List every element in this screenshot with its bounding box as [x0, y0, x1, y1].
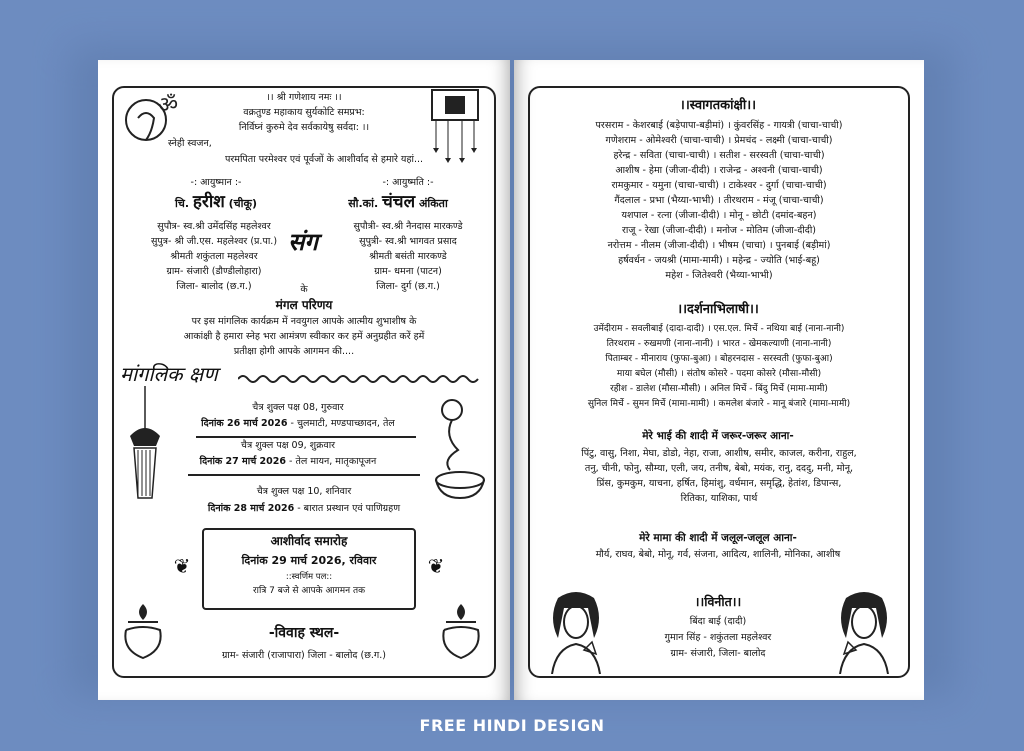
groom-detail-1: सुपौत्र- स्व.श्री उमेंदसिंह महलेश्वर	[157, 221, 271, 232]
ke-text: के	[300, 284, 308, 295]
bride-name-line	[348, 192, 448, 212]
groom-prefix: चि.	[175, 197, 190, 210]
invite-line-1: पर इस मांगलिक कार्यक्रम में नवयुगल आपके आत्मीय शुभाशीष के	[191, 316, 417, 327]
ashirwad-date: दिनांक 29 मार्च 2026, रविवार	[241, 554, 377, 567]
bride-nick: अंकिता	[418, 197, 448, 210]
darshan-line: माया बघेल (मौसी) । संतोष कोसरे - पदमा कोसरे (मौसा-मौसी)	[616, 369, 822, 379]
swagat-list	[514, 118, 924, 283]
swagat-title: ।।स्वागतकांक्षी।।	[679, 98, 757, 113]
groom-name-line	[175, 192, 257, 212]
ashirwad-time: रात्रि 7 बजे से आपके आगमन तक	[252, 586, 366, 596]
invite-line-3: प्रतीक्षा होगी आपके आगमन की....	[233, 346, 355, 357]
darshan-line: पिताम्बर - मीनाराय (फुफा-बुआ) । बोहरनदास - सरस्वती (फुफा-बुआ)	[605, 354, 833, 364]
event-2-tithi: चैत्र शुक्ल पक्ष 09, शुक्रवार	[240, 440, 336, 451]
decorative-border	[238, 374, 482, 384]
swagat-line: यशपाल - रत्ना (जीजा-दीदी) । मोनू - छोटी (दमांद-बहन)	[621, 210, 817, 221]
darshan-line: सुनिल मिर्चे - सुमन मिर्चे (मामा-मामी) । कमलेश बंजारे - मानू बंजारे (मामा-मामी)	[587, 399, 851, 409]
tassel-icon	[120, 386, 170, 506]
hanging-ornament-icon	[426, 88, 486, 166]
left-page	[98, 60, 510, 700]
swagat-line: गणेशराम - ओमेश्वरी (चाचा-चाची) । प्रेमचंद - लक्ष्मी (चाचा-चाची)	[605, 135, 833, 146]
bhai-line: रितिका, याशिका, पार्थ	[680, 493, 758, 504]
right-page	[514, 60, 924, 700]
darshan-title: ।।दर्शनाभिलाषी।।	[677, 302, 759, 317]
vinit-line-3: ग्राम- संजारी, जिला- बालोद	[670, 648, 766, 659]
venue-title: -विवाह स्थल-	[268, 625, 340, 641]
bhai-line: प्रिंस, कुमकुम, याचना, हर्षित, हिमांशु, वर्धमान, समृद्धि, हेतांश, डिपान्स,	[596, 478, 842, 489]
groom-nick: (चीकू)	[228, 197, 257, 210]
swagat-line: परसराम - केशरबाई (बड़ेपापा-बड़ीमां) । कुंवरसिंह - गायत्री (चाचा-चाची)	[595, 120, 843, 131]
swagat-line: आशीष - हेमा (जीजा-दीदी) । राजेन्द्र - अश्वनी (चाचा-चाची)	[615, 165, 823, 176]
dancer-drum-icon	[430, 396, 492, 500]
blessing-line: परमपिता परमेश्वर एवं पूर्वजों के आशीर्वाद से हमारे यहां...	[224, 154, 424, 165]
darshan-line: रहीश - डालेश (मौसा-मौसी) । अनिल मिर्चे - बिंदु मिर्चे (मामा-मामी)	[610, 384, 828, 394]
divider	[196, 436, 416, 438]
bride-detail-2: सुपुत्री- स्व.श्री भागवत प्रसाद	[359, 236, 457, 247]
swagat-line: गैंदलाल - प्रभा (भैय्या-भाभी) । तीरथराम - मंजू (चाचा-चाची)	[614, 195, 824, 206]
svg-text:ॐ: ॐ	[158, 93, 179, 118]
greeting: स्नेही स्वजन,	[168, 138, 212, 149]
swagat-line: राजू - रेखा (जीजा-दीदी) । मनोज - मोतिम (जीजा-दीदी)	[621, 225, 817, 236]
bride-detail-3: श्रीमती बसंती मारकण्डे	[369, 251, 447, 262]
groom-detail-4: ग्राम- संजारी (डौण्डीलोहारा)	[166, 266, 262, 277]
swagat-line: महेश - जितेश्वरी (भैय्या-भाभी)	[665, 270, 773, 281]
mangal-parinay: मंगल परिणय	[275, 298, 333, 312]
event-2-text: - तेल मायन, मातृकापूजन	[285, 456, 377, 467]
swagat-line: हरेन्द्र - सविता (चाचा-चाची) । सतीश - सरस्वती (चाचा-चाची)	[613, 150, 825, 161]
bride-prefix: सौ.कां.	[348, 197, 379, 210]
event-2-line	[200, 456, 377, 467]
event-1-text: - चुलमाटी, मण्डपाच्छादन, तेल	[287, 418, 395, 429]
bhai-list	[514, 446, 924, 506]
darshan-line: उमेंदीराम - सवलीबाई (दादा-दादी) । एस.एल. मिर्चे - नथिया बाई (नाना-नानी)	[593, 324, 845, 334]
ashirwad-title: आशीर्वाद समारोह	[270, 534, 348, 548]
darshan-list	[514, 322, 924, 412]
bride-detail-5: जिला- दुर्ग (छ.ग.)	[376, 281, 440, 292]
vinit-line-1: बिंदा बाई (दादी)	[689, 616, 747, 627]
sang-calligraphy: संग	[288, 227, 318, 256]
mama-title: मेरे मामा की शादी में जलूल-जलूल आना-	[639, 532, 797, 544]
ashirwad-sub: ::स्वर्णिम पल::	[285, 572, 333, 582]
event-1-date: दिनांक 26 मार्च 2026	[201, 418, 288, 429]
event-1-line	[201, 418, 395, 429]
divider	[188, 474, 420, 476]
swagat-line: रामकुमार - यमुना (चाचा-चाची) । टाकेश्वर - दुर्गा (चाचा-चाची)	[611, 180, 827, 191]
bhai-title: मेरे भाई की शादी में जरूर-जरूर आना-	[642, 430, 794, 442]
bhai-line: तनु, चीनी, फोनु, सौम्या, एली, जय, तनीष, बेबो, मयंक, रानु, दददु, मनी, मोनू,	[584, 463, 854, 474]
event-3-line	[208, 503, 400, 514]
invite-line-2: आकांक्षी है हमारा स्नेह भरा आमंत्रण स्वीकार कर हमें अनुग्रहीत करें हमें	[183, 331, 425, 342]
event-1-tithi: चैत्र शुक्ल पक्ष 08, गुरुवार	[252, 402, 344, 413]
mama-line: मौर्य, राघव, बेबो, मोनू, गर्व, संजना, आदित्य, शालिनी, मोनिका, आशीष	[595, 549, 841, 560]
mangalik-title: मांगलिक क्षण	[120, 362, 218, 386]
groom-detail-5: जिला- बालोद (छ.ग.)	[176, 281, 252, 292]
vinit-line-2: गुमान सिंह - शकुंतला महलेश्वर	[664, 632, 772, 643]
groom-detail-2: सुपुत्र- श्री जी.एस. महलेश्वर (प्र.पा.)	[150, 236, 278, 247]
bride-detail-4: ग्राम- धमना (पाटन)	[374, 266, 442, 277]
groom-praying-icon	[832, 590, 896, 674]
bride-heading: -: आयुष्मति :-	[382, 177, 434, 188]
bride-name: चंचल	[382, 192, 416, 212]
groom-heading: -: आयुष्मान :-	[190, 177, 242, 188]
bride-praying-icon	[544, 590, 608, 674]
ornament-left: ❦	[173, 554, 191, 578]
bride-detail-1: सुपौत्री- स्व.श्री नैनदास मारकण्डे	[353, 221, 463, 232]
event-2-date: दिनांक 27 मार्च 2026	[199, 456, 286, 467]
venue-text: ग्राम- संजारी (राजापारा) जिला - बालोद (छ.ग.)	[222, 650, 386, 661]
kalash-icon	[120, 600, 166, 662]
shloka-line-3: निर्विघ्नं कुरुमे देव सर्वकायेषु सर्वदा: ।।	[238, 122, 370, 133]
footer-title: FREE HINDI DESIGN	[419, 716, 605, 735]
event-3-date: दिनांक 28 मार्च 2026	[207, 503, 295, 514]
darshan-line: तिरथराम - रुखमणी (नाना-नानी) । भारत - खेमकल्याणी (नाना-नानी)	[606, 339, 832, 349]
shloka-line-1: ।। श्री गणेशाय नमः ।।	[266, 92, 342, 103]
swagat-line: नरोत्तम - नीलम (जीजा-दीदी) । भीषम (चाचा) । पुनबाई (बड़ीमां)	[607, 240, 831, 251]
ornament-right: ❦	[427, 554, 445, 578]
vinit-title: ।।विनीत।।	[694, 594, 742, 609]
groom-name: हरीश	[192, 192, 225, 212]
event-3-text: - बारात प्रस्थान एवं पाणिग्रहण	[294, 503, 401, 514]
bhai-line: पिंटु, वासु, निशा, मेघा, डोडो, नेहा, राजा, आशीष, समीर, काजल, करीना, राहुल,	[581, 448, 857, 459]
groom-detail-3: श्रीमती शकुंतला महलेश्वर	[170, 251, 258, 262]
swagat-line: हर्षवर्धन - जयश्री (मामा-मामी) । महेन्द्र - ज्योति (भाई-बहू)	[618, 255, 820, 266]
event-3-tithi: चैत्र शुक्ल पक्ष 10, शनिवार	[256, 486, 352, 497]
kalash-icon	[438, 600, 484, 662]
shloka-line-2: वक्रतुण्ड महाकाय सुर्यकोटि समप्रभ:	[243, 107, 365, 118]
